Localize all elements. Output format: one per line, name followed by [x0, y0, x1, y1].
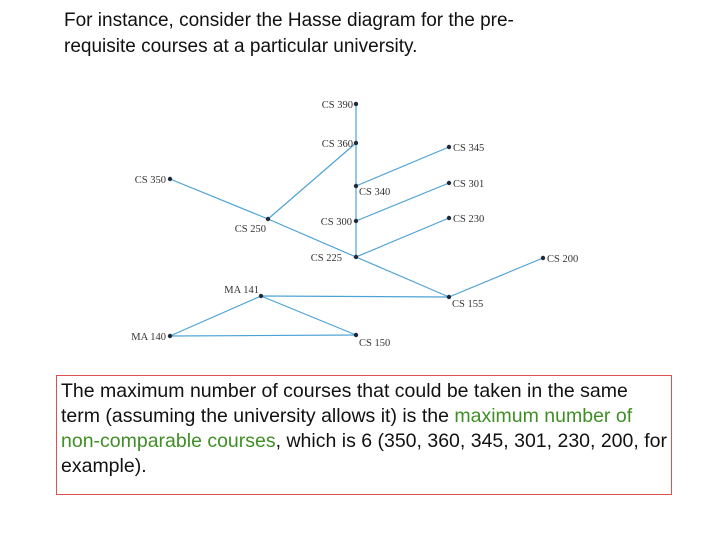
edge-cs150-ma140	[170, 335, 356, 336]
node-cs345	[447, 145, 451, 149]
label-cs200: CS 200	[547, 254, 579, 265]
intro-line-1: For instance, consider the Hasse diagram for the pre-	[64, 10, 514, 31]
label-ma140: MA 140	[131, 332, 166, 343]
edge-cs155-ma141	[261, 296, 449, 297]
node-cs200	[541, 256, 545, 260]
edge-cs350-cs250	[170, 179, 268, 219]
label-cs225: CS 225	[310, 253, 342, 264]
node-cs155	[447, 295, 451, 299]
label-cs250: CS 250	[234, 224, 266, 235]
edge-ma141-cs150	[261, 296, 356, 335]
diagram-nodes	[131, 100, 578, 349]
label-ma141: MA 141	[224, 285, 259, 296]
node-cs150	[354, 333, 358, 337]
label-cs360: CS 360	[321, 139, 353, 150]
node-cs225	[354, 255, 358, 259]
edge-cs345-cs340	[356, 147, 449, 186]
edge-cs360-cs250	[268, 143, 356, 219]
node-cs390	[354, 102, 358, 106]
edge-cs230-cs225	[356, 218, 449, 257]
edge-ma141-ma140	[170, 296, 261, 336]
edge-cs225-cs155	[356, 257, 449, 297]
label-cs390: CS 390	[321, 100, 353, 111]
conclusion-highlight: maximum number of non-comparable courses	[61, 405, 633, 452]
conclusion-box	[56, 375, 672, 495]
label-cs345: CS 345	[453, 143, 485, 154]
label-cs155: CS 155	[452, 299, 484, 310]
hasse-diagram	[0, 90, 720, 360]
node-cs360	[354, 141, 358, 145]
label-cs230: CS 230	[453, 214, 485, 225]
label-cs301: CS 301	[453, 179, 485, 190]
label-cs340: CS 340	[359, 187, 391, 198]
label-cs150: CS 150	[359, 338, 391, 349]
node-cs300	[354, 219, 358, 223]
node-cs340	[354, 184, 358, 188]
node-cs230	[447, 216, 451, 220]
label-cs300: CS 300	[320, 217, 352, 228]
node-cs301	[447, 181, 451, 185]
node-cs350	[168, 177, 172, 181]
edge-cs200-cs155	[449, 258, 543, 297]
conclusion-text-end: , which is 6 (350, 360, 345, 301, 230, 200, for example).	[61, 430, 667, 477]
intro-text	[64, 8, 624, 60]
conclusion-text: The maximum number of courses that could be taken in the same term (assuming the university allows it) is the	[61, 380, 628, 427]
node-cs250	[266, 217, 270, 221]
node-ma141	[259, 294, 263, 298]
label-cs350: CS 350	[134, 175, 166, 186]
node-ma140	[168, 334, 172, 338]
intro-line-2: requisite courses at a particular university.	[64, 36, 418, 57]
